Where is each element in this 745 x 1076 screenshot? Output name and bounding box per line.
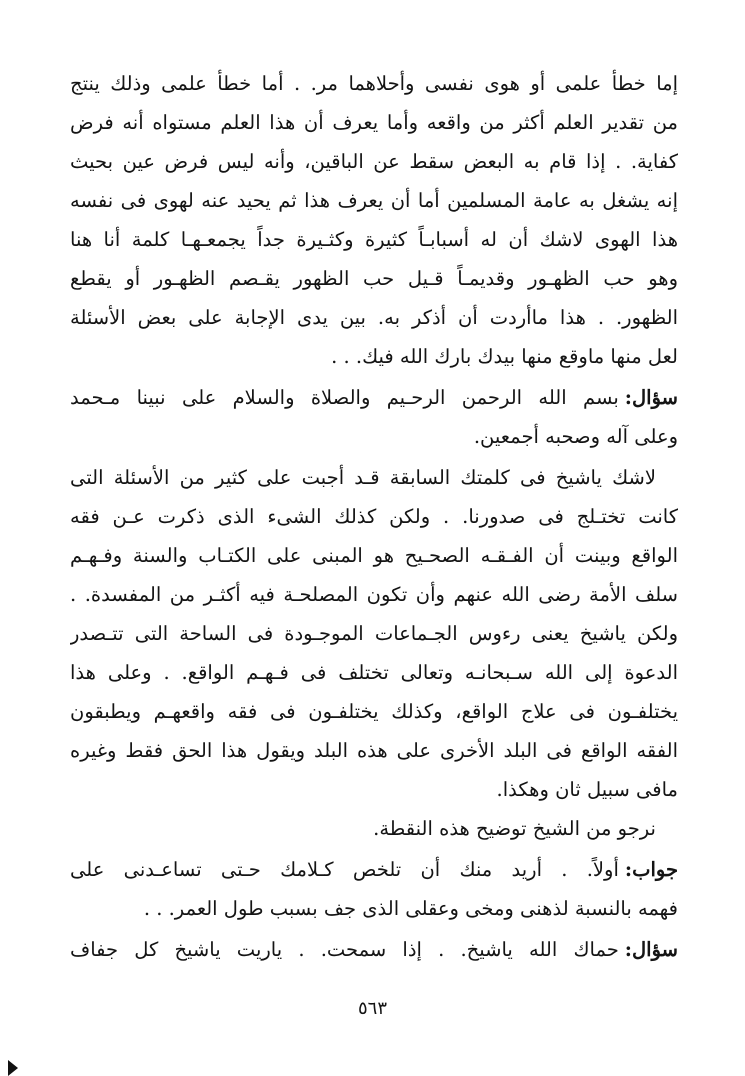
line-text: الدعوة إلى الله سـبحانـه وتعالى تختلف فى فـهـم الواقع. . وعلى هذا <box>70 661 678 684</box>
text-line-18 <box>70 731 678 770</box>
page-number: ٥٦٣ <box>357 998 387 1019</box>
text-line-14 <box>70 575 678 614</box>
line-text: هذا الهوى لاشك أن له أسبابـاً كثيرة وكثـيرة جداً يجمعـهـا كلمة أنا هنا <box>70 228 678 251</box>
line-text: إما خطأ علمى أو هوى نفسى وأحلاهما مر. . أما خطأ علمى وذلك ينتج <box>70 72 678 95</box>
line-text: مافى سبيل ثان وهكذا. <box>496 778 678 801</box>
line-text: الفقه الواقع فى البلد الأخرى على هذه البلد ويقول هذا الحق فقط وغيره <box>70 739 678 762</box>
question-line-2 <box>70 930 678 969</box>
text-line-17 <box>70 692 678 731</box>
line-text: نرجو من الشيخ توضيح هذه النقطة. <box>373 817 656 840</box>
line-text: ولكن ياشيخ يعنى رءوس الجـماعات الموجـودة فى الساحة التى تتـصدر <box>70 622 678 645</box>
text-line-11 <box>70 458 678 497</box>
text-line-7 <box>70 298 678 337</box>
text-line-20 <box>70 809 678 848</box>
line-text: الظهور. . هذا ماأردت أن أذكر به. بين يدى الإجابة على بعض الأسئلة <box>70 306 678 329</box>
line-text: كفاية. . إذا قام به البعض سقط عن الباقين، وأنه ليس فرض عين بحيث <box>70 150 678 173</box>
text-line-19 <box>70 770 678 809</box>
line-text: يختلفـون فى علاج الواقع، وكذلك يختلفـون فى فقه واقعهـم ويطبقون <box>70 700 678 723</box>
question-label: سؤال: <box>624 938 678 961</box>
text-line-10 <box>70 417 678 456</box>
text-line-16 <box>70 653 678 692</box>
line-text: أولاً. . أريد منك أن تلخص كـلامك حـتى تساعـدنى على <box>70 858 619 881</box>
text-line-3 <box>70 142 678 181</box>
line-text: وعلى آله وصحبه أجمعين. <box>473 425 678 448</box>
text-line-8 <box>70 337 678 376</box>
line-text: سلف الأمة رضى الله عنهم وأن تكون المصلحـة فيه أكثـر من المفسدة. . <box>70 583 678 606</box>
line-text: وهو حب الظهـور وقديمـاً قـيل حب الظهور يقـصم الظهـور أو يقطع <box>70 267 678 290</box>
text-line-22 <box>70 889 678 928</box>
line-text: لعل منها ماوقع منها بيدك بارك الله فيك. . . <box>331 345 678 368</box>
text-line-1 <box>70 64 678 103</box>
text-line-6 <box>70 259 678 298</box>
text-line-12 <box>70 497 678 536</box>
question-label: سؤال: <box>624 386 678 409</box>
answer-label: جواب: <box>624 858 678 881</box>
line-text: كانت تختـلج فى صدورنا. . ولكن كذلك الشىء الذى ذكرت عـن فقه <box>70 505 678 528</box>
question-line-1 <box>70 378 678 417</box>
line-text: من تقدير العلم أكثر من واقعه وأما يعرف أن هذا العلم مستواه أنه فرض <box>70 111 678 134</box>
answer-line-1 <box>70 850 678 889</box>
line-text: الواقع وبينت أن الفـقـه الصحـيح هو المبنى على الكتـاب والسنة وفـهـم <box>70 544 678 567</box>
text-line-15 <box>70 614 678 653</box>
corner-triangle-icon <box>8 1060 18 1076</box>
line-text: إنه يشغل به عامة المسلمين أما أن يعرف هذا ثم يحيد عنه لهوى فى نفسه <box>70 189 678 212</box>
line-text: فهمه بالنسبة لذهنى ومخى وعقلى الذى جف بسبب طول العمر. . . <box>143 897 678 920</box>
text-line-5 <box>70 220 678 259</box>
body-text <box>70 64 678 969</box>
line-text: بسم الله الرحمن الرحـيم والصلاة والسلام على نبينا مـحمد <box>70 386 619 409</box>
line-text: حماك الله ياشيخ. . إذا سمحت. . ياريت ياشيخ كل جفاف <box>70 938 619 961</box>
text-line-2 <box>70 103 678 142</box>
line-text: لاشك ياشيخ فى كلمتك السابقة قـد أجبت على كثير من الأسئلة التى <box>70 466 656 489</box>
text-line-13 <box>70 536 678 575</box>
text-line-4 <box>70 181 678 220</box>
